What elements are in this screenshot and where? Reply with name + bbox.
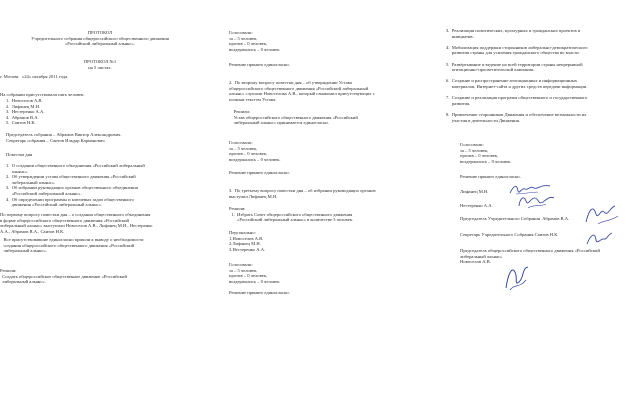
item1-text: По первому вопросу повестки дня – о создании общественного объединения в форме общероссийского общественного движения «Российский либеральный альянс» выступили Новоселов А.В., Лифанец М.Н., Нестеренко А.А., Абрамов В.А., Саитов Н.К. — [0, 212, 153, 234]
attendees-list: 1. Новоселов А.В. 2. Лифанец М.Н. 3. Нестеренко А.А. 4. Абрамов В.А. 5. Саитов Н.К. — [6, 98, 45, 126]
sign-chair: Председатель Учредительного Собрания Абрамов В.А. — [460, 216, 570, 221]
place-date: г. Москва «24» октября 2011 года. — [0, 74, 69, 79]
tasks-list: 3. Реализация политических, культурных и гражданских проектов и инициатив. 4. Мобилизация поддержки сторонников либерально-демократического развития страны для усиления гражданского общества во власти. 5. Развёртывание и ведение на всей территории страны непрерывной агитационно-просветительской кампании. 6. Создание и распространение агитационных и информационных материалов, Интернет-сайта и других средств передачи информации. 7. Создание и реализация программ общественного и государственного развития. 8. Привлечение сторонников Движения и обеспечение возможности их участия в деятельности Движения. — [446, 28, 588, 123]
item3-text: 3. По третьему вопросу повестки дня – об избрании руководящих органов выступил Лифанец М.Н. — [229, 188, 376, 199]
vote4: Голосовали: за – 5 человек, против – 0 человек, воздержались – 0 человек. — [460, 142, 512, 164]
signature-novoselov — [500, 262, 534, 292]
result3: Решение принято единогласно. — [229, 290, 290, 295]
decision3: Решили: 1. Избрать Совет общероссийского общественного движения «Российский либеральный альянс» в количестве 3 человек. — [229, 206, 354, 223]
result4: Решение принято единогласно. — [460, 174, 521, 179]
item1-conclusion: Все присутствовавшие единогласно пришли к выводу о необходимости создания общероссийского общественного движения «Российский либеральный альянс». — [3, 237, 144, 254]
sign-movement-chair: Председатель общероссийского общественного движения «Российский либеральный альянс» Новоселов А.В. — [460, 248, 600, 265]
attendees-intro: На собрании присутствовали пять человек: — [0, 92, 85, 97]
signature-abramov — [584, 202, 620, 226]
result1: Решение принято единогласно. — [229, 62, 290, 67]
agenda-list: 1. О создании общественного объединения «Российский либеральный альянс». 2. Об утверждении устава общественного движения «Российский либеральный альянс». 3. Об избрании руководящих органов общественного объединения «Российский либеральный альянс». 4. Об определении программы и ключевых задач общественного движения «Российский либеральный альянс». — [6, 163, 145, 208]
result2: Решение принято единогласно. — [229, 170, 290, 175]
sign-nesterenko: Нестеренко А.А. — [460, 203, 493, 208]
decision1: Решили: Создать общероссийское общественное движение «Российский либеральный альянс». — [0, 268, 127, 285]
protocol-number: ПРОТОКОЛ №1 на 5 листах. — [83, 59, 117, 70]
protocol-header: ПРОТОКОЛ Учредительного собрания общероссийского общественного движения «Российский либеральный альянс». — [31, 30, 169, 47]
sign-secretary: Секретарь Учредительного Собрания Саитов Н.К. — [460, 232, 559, 237]
item2-text: 2. По второму вопросу повестки дня – об утверждении Устава общероссийского общественного движения «Российский либеральный альянс» слушали Новоселова А.В., который ознакомил присутствующих с полным текстом Устава. — [229, 80, 375, 102]
agenda-title: Повестка дня — [6, 152, 33, 157]
chair-secretary: Председатель собрания – Абрамов Виктор Александрович. Секретарь собрания – Саитов Ильдар Карманович. — [6, 132, 122, 143]
vote2: Голосовали: за – 5 человек, против – 0 человек, воздержались – 0 человек. — [229, 140, 281, 162]
persons-list: Персонально: 1.Новоселов А.В. 2.Лифанец М.Н. 3.Нестеренко А.А. — [229, 230, 266, 252]
vote3: Голосовали: за – 5 человек, против – 0 человек, воздержались – 0 человек. — [229, 262, 281, 284]
vote1: Голосовали: за – 5 человек, против – 0 человек, воздержались – 0 человек. — [229, 30, 281, 52]
signature-saitov — [584, 230, 614, 248]
signature-nesterenko — [516, 192, 556, 210]
sign-lifanets: Лифанец М.Н. — [460, 189, 489, 194]
decision2: Решили: Устав общероссийского общественного движения «Российский либеральный альянс» принимается единогласно. — [233, 109, 358, 126]
